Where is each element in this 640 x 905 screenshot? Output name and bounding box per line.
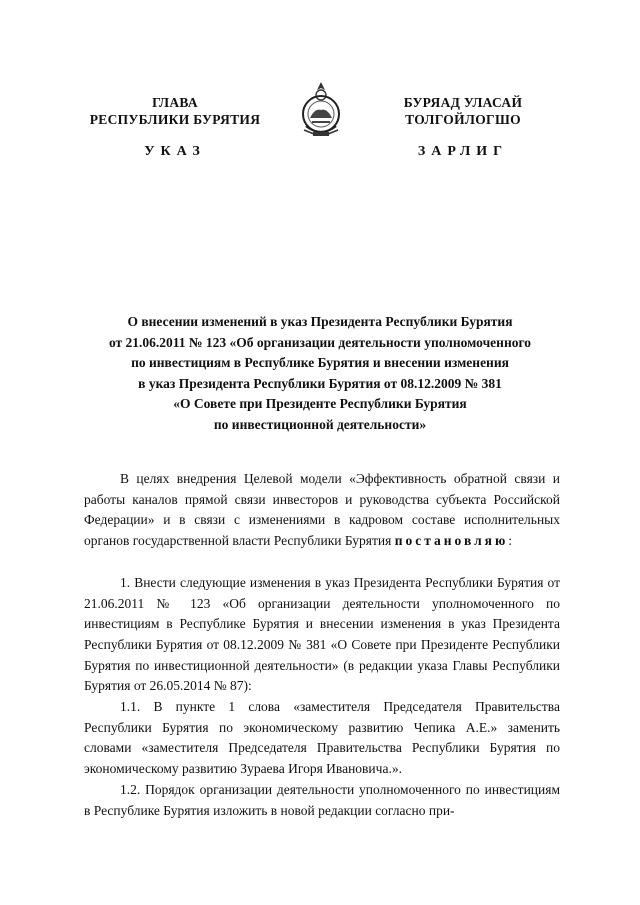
document-kind-russian: УКАЗ	[144, 144, 206, 159]
issuer-line2: РЕСПУБЛИКИ БУРЯТИЯ	[89, 112, 261, 127]
issuer-header-russian	[80, 94, 270, 128]
item-1-1-paragraph: 1.1. В пункте 1 слова «заместителя Председателя Правительства Республики Бурятия по экономическому развитию Чепика А.Е.» заменить словами «заместителя Председателя Правительства Республики Бурятия по экономическому развитию Зураева Игоря Ивановича.».	[84, 699, 560, 777]
issuer-line2-buryat: ТОЛГОЙЛОГШО	[405, 112, 521, 127]
document-body	[84, 469, 560, 821]
title-line: «О Совете при Президенте Республики Бурятия	[173, 396, 467, 411]
document-title	[60, 312, 580, 435]
item-1-2-paragraph: 1.2. Порядок организации деятельности уполномоченного по инвестициям в Республике Бурятия изложить в новой редакции согласно при-	[84, 781, 560, 818]
title-line: от 21.06.2011 № 123 «Об организации деятельности уполномоченного	[108, 334, 532, 350]
decree-colon: :	[508, 533, 513, 549]
preamble-text: В целях внедрения Целевой модели «Эффективность обратной связи и работы каналов прямой связи инвесторов и руководства субъекта Российской Федерации» и в связи с изменениями в кадровом составе исполнительных органов государственной власти Республики Бурятия	[84, 471, 560, 549]
preamble-paragraph	[84, 469, 560, 552]
issuer-header-buryat	[368, 94, 558, 128]
issuer-line1: ГЛАВА	[152, 95, 198, 110]
title-line: в указ Президента Республики Бурятия от 08.12.2009 № 381	[138, 375, 502, 391]
buryatia-coat-of-arms-icon	[298, 80, 344, 142]
issuer-line1-buryat: БУРЯАД УЛАСАЙ	[403, 95, 523, 110]
title-line: О внесении изменений в указ Президента Республики Бурятия	[127, 314, 513, 329]
title-line: по инвестиционной деятельности»	[213, 416, 427, 432]
item-1-paragraph: 1. Внести следующие изменения в указ Президента Республики Бурятия от 21.06.2011 № 123 «Об организации деятельности уполномоченного по инвестициям в Республике Бурятия и внесении изменения в указ Президента Республики Бурятия от 08.12.2009 № 381 «О Совете при Президенте Республики Бурятия по инвестиционной деятельности» (в редакции указа Главы Республики Бурятия от 26.05.2014 № 87):	[84, 574, 560, 694]
decree-word: постановляю	[394, 533, 509, 549]
document-kind-buryat: ЗАРЛИГ	[417, 144, 509, 159]
title-line: по инвестициям в Республике Бурятия и внесении изменения	[131, 355, 509, 370]
